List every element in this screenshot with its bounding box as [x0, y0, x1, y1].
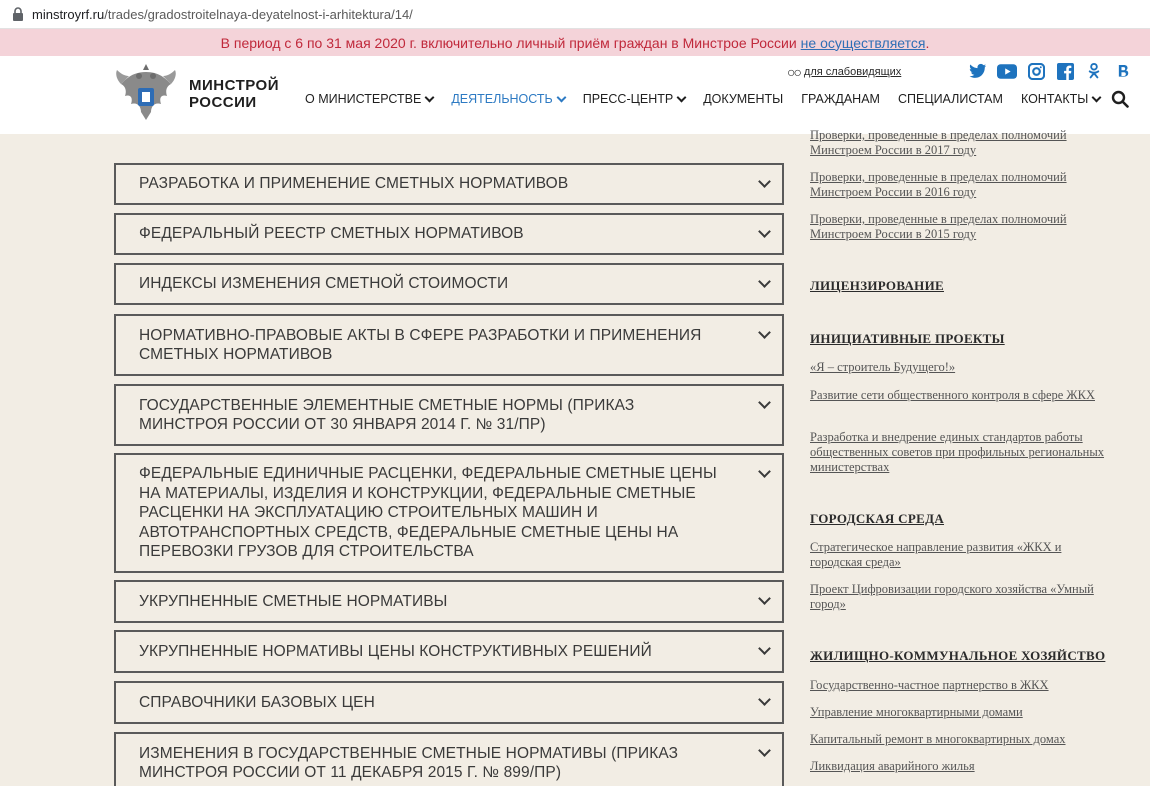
chevron-down-icon: [1092, 92, 1102, 102]
logo-text: МИНСТРОЙ РОССИИ: [189, 77, 279, 111]
accordion-item[interactable]: ФЕДЕРАЛЬНЫЙ РЕЕСТР СМЕТНЫХ НОРМАТИВОВ: [114, 213, 784, 255]
youtube-icon[interactable]: [997, 62, 1017, 80]
nav-citizens[interactable]: ГРАЖДАНАМ: [801, 92, 880, 106]
chevron-down-icon: [758, 225, 771, 238]
nav-activity[interactable]: ДЕЯТЕЛЬНОСТЬ: [451, 92, 564, 106]
accordion-item[interactable]: НОРМАТИВНО-ПРАВОВЫЕ АКТЫ В СФЕРЕ РАЗРАБОТКИ И ПРИМЕНЕНИЯ СМЕТНЫХ НОРМАТИВОВ: [114, 314, 784, 376]
accordion-item[interactable]: ФЕДЕРАЛЬНЫЕ ЕДИНИЧНЫЕ РАСЦЕНКИ, ФЕДЕРАЛЬНЫЕ СМЕТНЫЕ ЦЕНЫ НА МАТЕРИАЛЫ, ИЗДЕЛИЯ И КОНСТРУКЦИИ, ФЕДЕРАЛЬНЫЕ СМЕТНЫЕ РАСЦЕНКИ НА ЭКСПЛУАТАЦИЮ СТРОИТЕЛЬНЫХ МАШИН И АВТОТРАНСПОРТНЫХ СРЕДСТВ, ФЕДЕРАЛЬНЫЕ СМЕТНЫЕ ЦЕНЫ НА ПЕРЕВОЗКИ ГРУЗОВ ДЛЯ СТРОИТЕЛЬСТВА: [114, 453, 784, 573]
announcement-banner: В период с 6 по 31 мая 2020 г. включительно личный приём граждан в Минстрое России не осуществляется .: [0, 29, 1150, 56]
nav-contacts[interactable]: КОНТАКТЫ: [1021, 92, 1100, 106]
nav-specialists[interactable]: СПЕЦИАЛИСТАМ: [897, 92, 1003, 106]
sidebar-heading-initiatives[interactable]: ИНИЦИАТИВНЫЕ ПРОЕКТЫ: [810, 331, 1005, 346]
chevron-down-icon: [758, 175, 771, 188]
chevron-down-icon: [758, 693, 771, 706]
accordion-item[interactable]: ИНДЕКСЫ ИЗМЕНЕНИЯ СМЕТНОЙ СТОИМОСТИ: [114, 263, 784, 305]
odnoklassniki-icon[interactable]: [1084, 62, 1104, 80]
chevron-down-icon: [758, 275, 771, 288]
main-nav: [305, 92, 1118, 106]
site-logo[interactable]: [113, 60, 279, 128]
nav-about[interactable]: О МИНИСТЕРСТВЕ: [305, 92, 433, 106]
coat-of-arms-icon: [113, 60, 179, 128]
instagram-icon[interactable]: [1026, 62, 1046, 80]
sidebar-link[interactable]: Капитальный ремонт в многоквартирных домах: [810, 732, 1066, 746]
chevron-down-icon: [758, 592, 771, 605]
sidebar-link[interactable]: Ликвидация аварийного жилья: [810, 759, 975, 773]
url-text: minstroyrf.ru/trades/gradostroitelnaya-deyatelnost-i-arhitektura/14/: [32, 6, 413, 22]
sidebar-link[interactable]: «Я – строитель Будущего!»: [810, 360, 956, 374]
twitter-icon[interactable]: [968, 62, 988, 80]
chevron-down-icon: [758, 326, 771, 339]
sidebar-heading-licensing[interactable]: ЛИЦЕНЗИРОВАНИЕ: [810, 278, 944, 293]
sidebar-link[interactable]: Проверки, проведенные в пределах полномочий Минстроем России в 2017 году: [810, 128, 1067, 157]
site-header: [0, 56, 1150, 134]
accordion-item[interactable]: СПРАВОЧНИКИ БАЗОВЫХ ЦЕН: [114, 681, 784, 724]
chevron-down-icon: [677, 92, 687, 102]
social-links: [968, 62, 1133, 80]
sidebar-link[interactable]: Проверки, проведенные в пределах полномочий Минстроем России в 2015 году: [810, 212, 1067, 241]
chevron-down-icon: [556, 92, 566, 102]
sidebar-heading-housing[interactable]: ЖИЛИЩНО-КОММУНАЛЬНОЕ ХОЗЯЙСТВО: [810, 648, 1106, 663]
facebook-icon[interactable]: [1055, 62, 1075, 80]
sidebar-link[interactable]: Стратегическое направление развития «ЖКХ и городская среда»: [810, 540, 1062, 569]
sidebar-link[interactable]: Проект Цифровизации городского хозяйства «Умный город»: [810, 582, 1094, 611]
sidebar-link[interactable]: Разработка и внедрение единых стандартов работы общественных советов при профильных региональных министерствах: [810, 430, 1105, 474]
sidebar-link[interactable]: Развитие сети общественного контроля в сфере ЖКХ: [810, 388, 1095, 402]
nav-documents[interactable]: ДОКУМЕНТЫ: [703, 92, 784, 106]
chevron-down-icon: [758, 642, 771, 655]
chevron-down-icon: [758, 396, 771, 409]
nav-press[interactable]: ПРЕСС-ЦЕНТР: [583, 92, 685, 106]
chevron-down-icon: [425, 92, 435, 102]
chevron-down-icon: [758, 744, 771, 757]
sidebar-link[interactable]: Проверки, проведенные в пределах полномочий Минстроем России в 2016 году: [810, 170, 1067, 199]
address-bar[interactable]: [0, 0, 1150, 29]
accessibility-link[interactable]: ○○ для слабовидящих: [787, 64, 902, 80]
accordion-item[interactable]: РАЗРАБОТКА И ПРИМЕНЕНИЕ СМЕТНЫХ НОРМАТИВОВ: [114, 163, 784, 205]
glasses-icon: ○○: [787, 64, 800, 80]
accordion-item[interactable]: УКРУПНЕННЫЕ НОРМАТИВЫ ЦЕНЫ КОНСТРУКТИВНЫХ РЕШЕНИЙ: [114, 630, 784, 673]
sidebar-heading-urban[interactable]: ГОРОДСКАЯ СРЕДА: [810, 511, 945, 526]
sidebar-link[interactable]: Управление многоквартирными домами: [810, 705, 1023, 719]
accordion-item[interactable]: УКРУПНЕННЫЕ СМЕТНЫЕ НОРМАТИВЫ: [114, 580, 784, 623]
accordion-item[interactable]: ГОСУДАРСТВЕННЫЕ ЭЛЕМЕНТНЫЕ СМЕТНЫЕ НОРМЫ (ПРИКАЗ МИНСТРОЯ РОССИИ ОТ 30 ЯНВАРЯ 2014 Г. № 31/ПР): [114, 384, 784, 446]
announcement-text: В период с 6 по 31 мая 2020 г. включительно личный приём граждан в Минстрое России: [220, 34, 797, 51]
sidebar-link[interactable]: Государственно-частное партнерство в ЖКХ: [810, 678, 1049, 692]
announcement-link[interactable]: не осуществляется: [800, 34, 926, 51]
search-icon[interactable]: [1111, 90, 1129, 108]
lock-icon: [12, 7, 24, 21]
vk-icon[interactable]: [1113, 62, 1133, 80]
accordion-item[interactable]: ИЗМЕНЕНИЯ В ГОСУДАРСТВЕННЫЕ СМЕТНЫЕ НОРМАТИВЫ (ПРИКАЗ МИНСТРОЯ РОССИИ ОТ 11 ДЕКАБРЯ 2015 Г. № 899/ПР): [114, 732, 784, 786]
chevron-down-icon: [758, 465, 771, 478]
